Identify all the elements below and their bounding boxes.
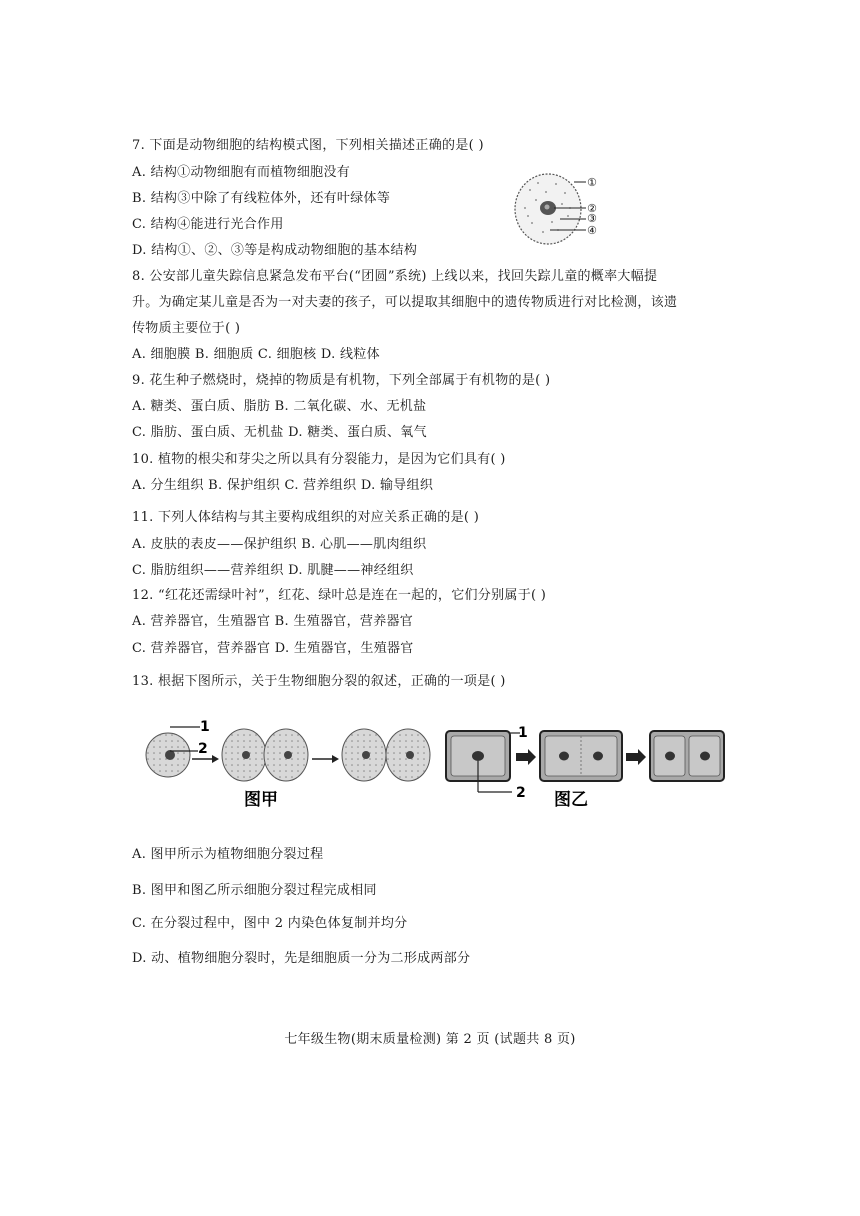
figure-yi-caption: 图乙 [554,790,588,810]
q9-stem: 9. 花生种子燃烧时，烧掉的物质是有机物，下列全部属于有机物的是( ) [132,373,551,388]
q9-options-cd: C. 脂肪、蛋白质、无机盐 D. 糖类、蛋白质、氧气 [132,425,427,440]
q11-stem: 11. 下列人体结构与其主要构成组织的对应关系正确的是( ) [132,510,480,525]
q13-option-b: B. 图甲和图乙所示细胞分裂过程完成相同 [132,883,377,898]
label-1: ① [587,176,597,189]
q12-options-cd: C. 营养器官，营养器官 D. 生殖器官，生殖器官 [132,641,414,656]
q7-option-d: D. 结构①、②、③等是构成动物细胞的基本结构 [132,243,418,258]
animal-cell-figure [510,168,610,250]
yi-label-1: 1 [518,725,528,741]
jia-label-1: 1 [200,719,210,735]
q10-options: A. 分生组织 B. 保护组织 C. 营养组织 D. 输导组织 [132,478,434,493]
q12-options-ab: A. 营养器官，生殖器官 B. 生殖器官，营养器官 [132,614,414,629]
figure-yi [446,725,724,810]
q13-stem: 13. 根据下图所示，关于生物细胞分裂的叙述，正确的一项是( ) [132,674,506,689]
jia-label-2: 2 [198,741,208,757]
figure-jia-caption: 图甲 [244,790,278,810]
label-2: ② [587,202,597,215]
label-3: ③ [587,212,597,225]
q7-stem: 7. 下面是动物细胞的结构模式图，下列相关描述正确的是( ) [132,138,484,153]
label-4: ④ [587,224,597,237]
q8-options: A. 细胞膜 B. 细胞质 C. 细胞核 D. 线粒体 [132,347,380,362]
q13-option-d: D. 动、植物细胞分裂时，先是细胞质一分为二形成两部分 [132,951,471,966]
cell-division-figure [140,715,730,815]
yi-label-2: 2 [516,785,526,801]
q9-options-ab: A. 糖类、蛋白质、脂肪 B. 二氧化碳、水、无机盐 [132,399,427,414]
q11-options-ab: A. 皮肤的表皮——保护组织 B. 心肌——肌肉组织 [132,537,427,552]
page-footer: 七年级生物(期末质量检测) 第 2 页 (试题共 8 页) [284,1032,576,1047]
q8-stem-line1: 8. 公安部儿童失踪信息紧急发布平台(“团圆”系统) 上线以来，找回失踪儿童的概率大幅提 [132,269,658,284]
q7-option-a: A. 结构①动物细胞有而植物细胞没有 [132,165,351,180]
q11-options-cd: C. 脂肪组织——营养组织 D. 肌腱——神经组织 [132,563,414,578]
q10-stem: 10. 植物的根尖和芽尖之所以具有分裂能力，是因为它们具有( ) [132,452,506,467]
q13-option-a: A. 图甲所示为植物细胞分裂过程 [132,847,324,862]
figure-jia [146,719,430,810]
q7-option-b: B. 结构③中除了有线粒体外，还有叶绿体等 [132,191,391,206]
q8-stem-line2: 升。为确定某儿童是否为一对夫妻的孩子，可以提取其细胞中的遗传物质进行对比检测，该遗 [132,295,678,310]
q7-option-c: C. 结构④能进行光合作用 [132,217,284,232]
q12-stem: 12. “红花还需绿叶衬”，红花、绿叶总是连在一起的，它们分别属于( ) [132,588,547,603]
q13-option-c: C. 在分裂过程中，图中 2 内染色体复制并均分 [132,916,408,931]
q8-stem-line3: 传物质主要位于( ) [132,321,241,336]
